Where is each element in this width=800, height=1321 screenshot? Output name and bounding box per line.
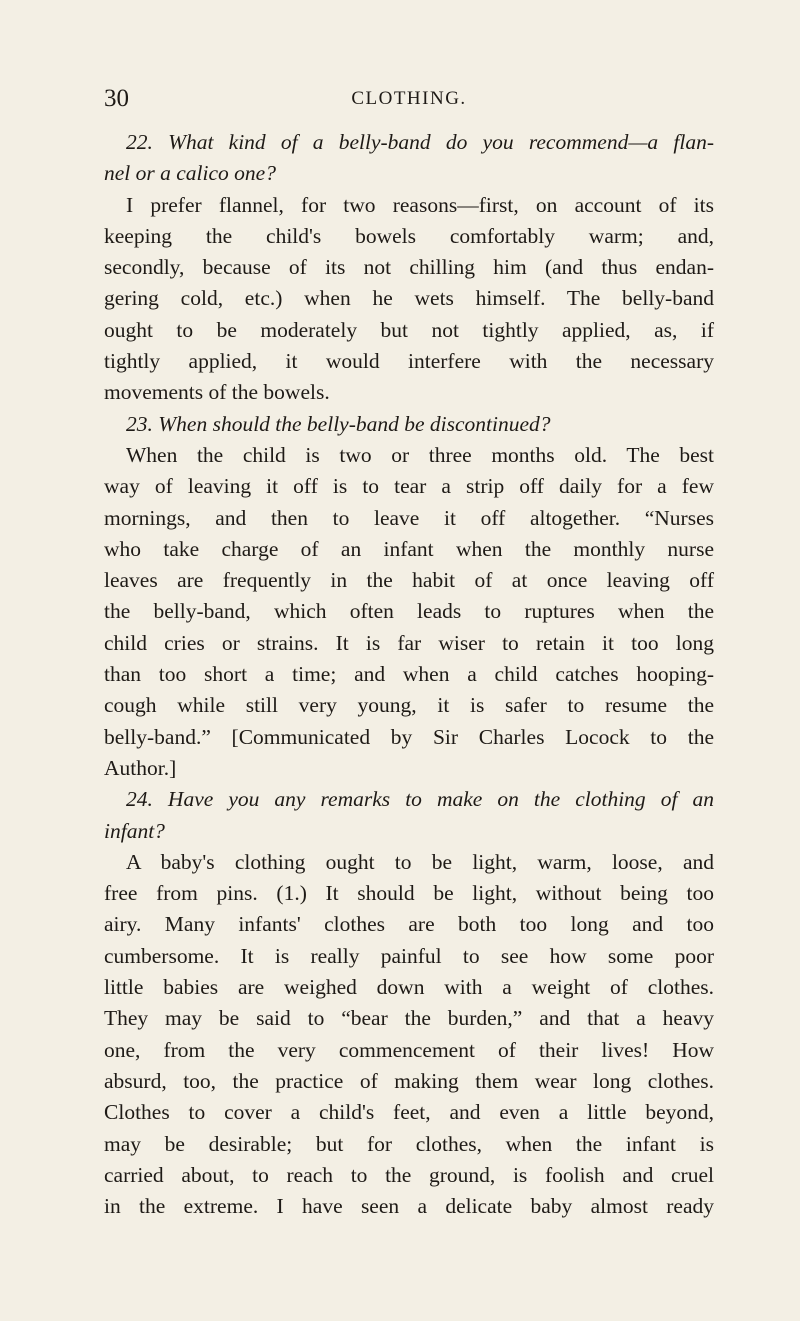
answer-24-line: absurd, too, the practice of making them wear long clothes. (104, 1068, 714, 1093)
answer-22-line: keeping the child's bowels comfortably warm; and, (104, 223, 714, 248)
body-text (104, 127, 714, 1222)
answer-23-line: When the child is two or three months old. The best (126, 442, 714, 467)
answer-24-line: free from pins. (1.) It should be light, without being too (104, 881, 714, 906)
answer-24-line: A baby's clothing ought to be light, warm, loose, and (126, 849, 714, 874)
answer-23-line: leaves are frequently in the habit of at once leaving off (104, 568, 714, 593)
answer-24-line: cumbersome. It is really painful to see how some poor (104, 943, 714, 968)
answer-23-line: the belly-band, which often leads to ruptures when the (104, 599, 714, 624)
question-22-line-2: nel or a calico one? (104, 161, 276, 186)
answer-22-line: tightly applied, it would interfere with the necessary (104, 349, 714, 374)
answer-22-line: secondly, because of its not chilling him (and thus endan- (104, 255, 714, 280)
question-24-line-2: infant? (104, 818, 165, 843)
answer-24-line: They may be said to “bear the burden,” and that a heavy (104, 1006, 714, 1031)
answer-23-line: who take charge of an infant when the monthly nurse (104, 536, 714, 561)
question-24-line-1: 24. Have you any remarks to make on the clothing of an (126, 787, 714, 812)
answer-23-line: way of leaving it off is to tear a strip off daily for a few (104, 474, 714, 499)
answer-23-line: child cries or strains. It is far wiser to retain it too long (104, 630, 714, 655)
answer-24-line: Clothes to cover a child's feet, and even a little beyond, (104, 1100, 714, 1125)
answer-22-line: movements of the bowels. (104, 380, 330, 405)
running-head: CLOTHING. (351, 88, 467, 109)
page-number: 30 (104, 85, 129, 112)
answer-23-line: belly-band.” [Communicated by Sir Charles Locock to the (104, 724, 714, 749)
answer-23-line: cough while still very young, it is safer to resume the (104, 693, 714, 718)
answer-22-line: ought to be moderately but not tightly applied, as, if (104, 317, 714, 342)
answer-23-line: Author.] (104, 755, 177, 780)
answer-24-line: may be desirable; but for clothes, when the infant is (104, 1131, 714, 1156)
answer-24-line: little babies are weighed down with a weight of clothes. (104, 975, 714, 1000)
answer-22-line: gering cold, etc.) when he wets himself. The belly-band (104, 286, 714, 311)
answer-24-line: airy. Many infants' clothes are both too long and too (104, 912, 714, 937)
answer-24-line: one, from the very commencement of their lives! How (104, 1037, 714, 1062)
answer-24-line: in the extreme. I have seen a delicate baby almost ready (104, 1194, 714, 1219)
answer-23-line: than too short a time; and when a child catches hooping- (104, 662, 714, 687)
page-header (104, 84, 714, 114)
answer-24-line: carried about, to reach to the ground, is foolish and cruel (104, 1162, 714, 1187)
answer-23-line: mornings, and then to leave it off altogether. “Nurses (104, 505, 714, 530)
question-22-line-1: 22. What kind of a belly-band do you recommend—a flan- (126, 130, 714, 154)
question-23-line: 23. When should the belly-band be discontinued? (126, 411, 551, 436)
answer-22-line: I prefer flannel, for two reasons—first, on account of its (126, 192, 714, 217)
